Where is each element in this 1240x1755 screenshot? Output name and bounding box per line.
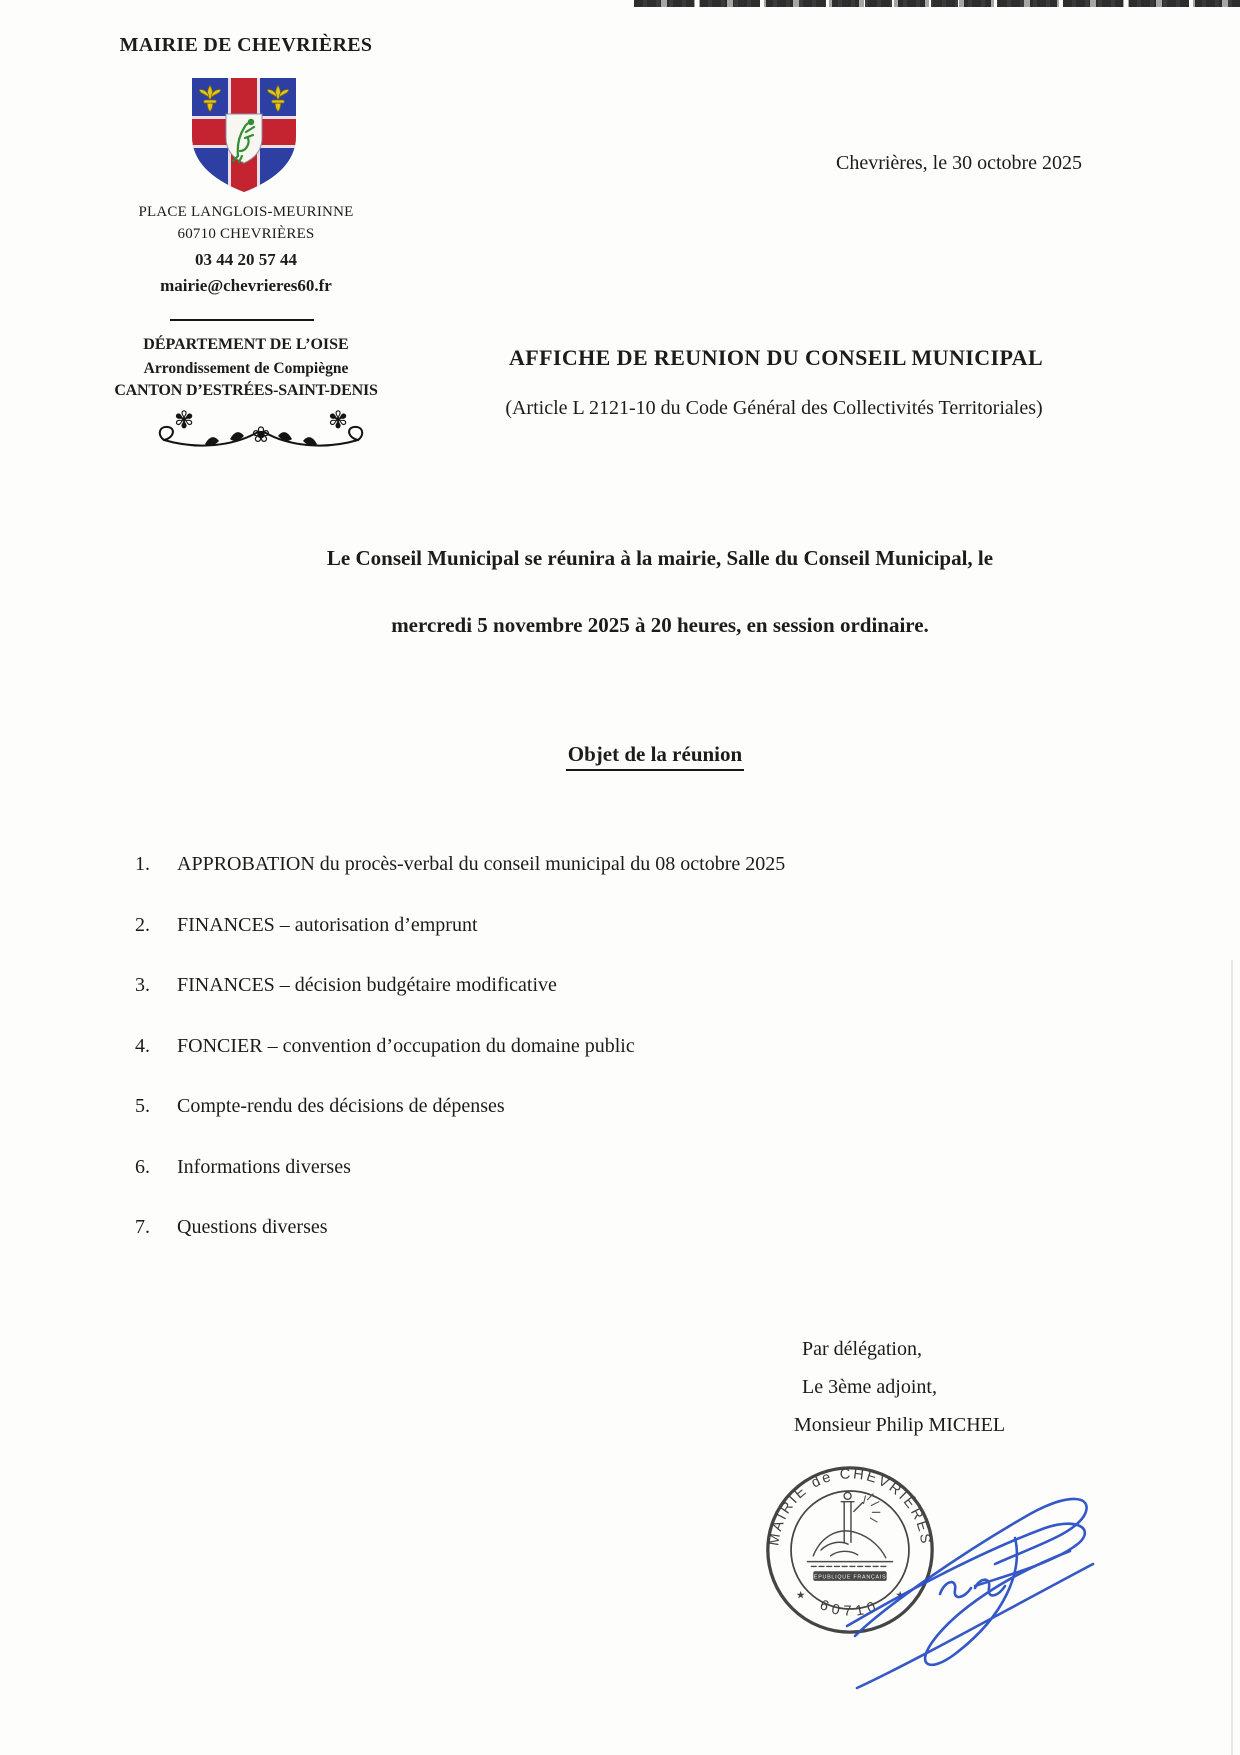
flower-glyph: ✾ [327, 406, 349, 434]
agenda-item [135, 972, 1135, 1033]
letterhead-divider [170, 319, 314, 321]
stamp-arc-top-text: MAIRIE de CHEVRIÈRES [766, 1466, 934, 1547]
signature-line-2: Le 3ème adjoint, [802, 1376, 937, 1398]
stamp-banner-text: RÉPUBLIQUE FRANÇAISE [809, 1574, 891, 1581]
scan-artifact-top [634, 0, 1240, 7]
handwritten-signature [845, 1476, 1113, 1694]
agenda-item [135, 1093, 1135, 1154]
document-subtitle: (Article L 2121-10 du Code Général des Collectivités Territoriales) [505, 397, 1043, 419]
document-title: AFFICHE DE REUNION DU CONSEIL MUNICIPAL [508, 345, 1044, 370]
agenda-item-number: 1. [135, 853, 150, 875]
stamp-star-left: ★ [795, 1588, 806, 1602]
address-line-2: 60710 CHEVRIÈRES [177, 226, 315, 242]
agenda-item-text: FINANCES – décision budgétaire modificative [177, 974, 557, 996]
email-address: mairie@chevrieres60.fr [160, 276, 332, 295]
agenda-item-text: Questions diverses [177, 1216, 328, 1238]
stamp-arc-bottom-text: 60710 [817, 1597, 883, 1620]
agenda-item-number: 7. [135, 1216, 150, 1238]
phone-number: 03 44 20 57 44 [195, 250, 297, 269]
floral-flourish-icon [150, 404, 372, 454]
coat-of-arms-icon [188, 74, 300, 198]
agenda-item [135, 912, 1135, 973]
agenda-item-text: Informations diverses [177, 1155, 351, 1178]
agenda-item-number: 4. [135, 1034, 150, 1057]
body-line-2: mercredi 5 novembre 2025 à 20 heures, en session ordinaire. [391, 613, 929, 637]
signature-line-1: Par délégation, [802, 1338, 922, 1360]
agenda-item-text: FINANCES – autorisation d’emprunt [177, 913, 478, 936]
body-line-1: Le Conseil Municipal se réunira à la mairie, Salle du Conseil Municipal, le [326, 546, 994, 570]
agenda-item-text: Compte-rendu des décisions de dépenses [177, 1095, 505, 1117]
agenda-item [135, 1154, 1135, 1215]
flower-glyph: ❀ [251, 423, 271, 448]
agenda-item-number: 6. [135, 1155, 150, 1178]
agenda-item [135, 1214, 1135, 1275]
stamp-star-right: ★ [895, 1588, 905, 1602]
signatory-name: Monsieur Philip MICHEL [794, 1414, 1006, 1436]
agenda-item-number: 2. [135, 913, 150, 936]
arrondissement-line: Arrondissement de Compiègne [143, 360, 349, 377]
agenda-item [135, 851, 1135, 912]
flower-glyph: ✾ [173, 406, 195, 434]
agenda-item [135, 1033, 1135, 1094]
address-line-1: PLACE LANGLOIS-MEURINNE [138, 204, 354, 220]
agenda-list [135, 851, 1135, 1275]
org-name: MAIRIE DE CHEVRIÈRES [119, 34, 373, 56]
date-line: Chevrières, le 30 octobre 2025 [836, 152, 1083, 174]
agenda-item-text: FONCIER – convention d’occupation du domaine public [177, 1034, 635, 1057]
agenda-item-text: APPROBATION du procès-verbal du conseil municipal du 08 octobre 2025 [177, 853, 786, 875]
canton-line: CANTON D’ESTRÉES-SAINT-DENIS [114, 382, 378, 399]
scan-artifact-right-edge [1231, 960, 1233, 1755]
section-heading: Objet de la réunion [70, 742, 1240, 767]
agenda-item-number: 3. [135, 974, 150, 996]
department-line: DÉPARTEMENT DE L’OISE [143, 336, 349, 353]
signature-block [794, 1330, 1006, 1444]
agenda-item-number: 5. [135, 1095, 150, 1117]
